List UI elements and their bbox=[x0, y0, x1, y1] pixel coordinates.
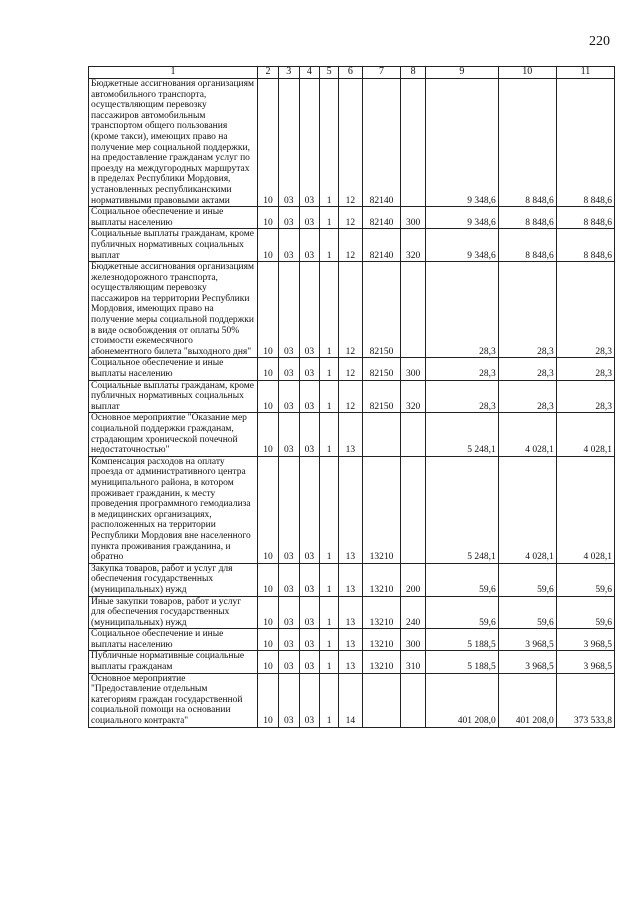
row-value-cell-col-9: 5 248,1 bbox=[426, 413, 499, 456]
row-value-cell-col-3: 03 bbox=[278, 563, 299, 596]
row-value-cell-col-8 bbox=[401, 413, 426, 456]
row-value-cell-col-5: 1 bbox=[320, 380, 339, 413]
row-value-cell-col-8: 240 bbox=[401, 596, 426, 629]
row-value-cell-col-4: 03 bbox=[299, 207, 320, 229]
row-value-cell-col-2: 10 bbox=[258, 229, 279, 262]
row-value-cell-col-9: 5 188,5 bbox=[426, 629, 499, 651]
row-value-cell-col-2: 10 bbox=[258, 563, 279, 596]
row-name-cell: Компенсация расходов на оплату проезда от административного центра муниципального района, в котором проживает гражданин, к месту проведения программного гемодиализа в медицинских организациях, расположенных на территории Республики Мордовия вне населенного пункта проживания гражданина, и обратно bbox=[89, 456, 258, 563]
table-row bbox=[89, 456, 615, 563]
row-value-cell-col-10: 3 968,5 bbox=[498, 651, 556, 673]
row-value-cell-col-7: 82150 bbox=[362, 380, 400, 413]
column-header-11: 11 bbox=[556, 67, 614, 79]
row-value-cell-col-2: 10 bbox=[258, 413, 279, 456]
row-value-cell-col-10: 28,3 bbox=[498, 380, 556, 413]
row-value-cell-col-11: 8 848,6 bbox=[556, 207, 614, 229]
table-row bbox=[89, 651, 615, 673]
row-value-cell-col-3: 03 bbox=[278, 651, 299, 673]
table-row bbox=[89, 413, 615, 456]
row-value-cell-col-10: 401 208,0 bbox=[498, 673, 556, 727]
row-value-cell-col-11: 8 848,6 bbox=[556, 79, 614, 207]
row-value-cell-col-6: 12 bbox=[338, 207, 362, 229]
row-value-cell-col-9: 5 248,1 bbox=[426, 456, 499, 563]
page-number: 220 bbox=[589, 34, 610, 49]
row-value-cell-col-7: 82150 bbox=[362, 262, 400, 358]
row-value-cell-col-5: 1 bbox=[320, 651, 339, 673]
row-value-cell-col-5: 1 bbox=[320, 413, 339, 456]
row-name-cell: Социальные выплаты гражданам, кроме публичных нормативных социальных выплат bbox=[89, 380, 258, 413]
row-value-cell-col-9: 9 348,6 bbox=[426, 229, 499, 262]
row-value-cell-col-5: 1 bbox=[320, 207, 339, 229]
row-value-cell-col-6: 12 bbox=[338, 229, 362, 262]
row-value-cell-col-7 bbox=[362, 673, 400, 727]
row-value-cell-col-2: 10 bbox=[258, 651, 279, 673]
row-value-cell-col-2: 10 bbox=[258, 262, 279, 358]
table-body bbox=[89, 79, 615, 728]
row-value-cell-col-8 bbox=[401, 673, 426, 727]
row-value-cell-col-7: 82140 bbox=[362, 207, 400, 229]
row-value-cell-col-4: 03 bbox=[299, 651, 320, 673]
row-value-cell-col-2: 10 bbox=[258, 629, 279, 651]
table-row bbox=[89, 207, 615, 229]
row-value-cell-col-6: 13 bbox=[338, 413, 362, 456]
row-value-cell-col-9: 9 348,6 bbox=[426, 207, 499, 229]
column-header-10: 10 bbox=[498, 67, 556, 79]
row-value-cell-col-7: 13210 bbox=[362, 629, 400, 651]
row-value-cell-col-6: 13 bbox=[338, 596, 362, 629]
row-value-cell-col-2: 10 bbox=[258, 380, 279, 413]
row-value-cell-col-8: 300 bbox=[401, 629, 426, 651]
header-row bbox=[89, 67, 615, 79]
row-value-cell-col-8: 320 bbox=[401, 380, 426, 413]
row-value-cell-col-9: 5 188,5 bbox=[426, 651, 499, 673]
row-value-cell-col-2: 10 bbox=[258, 673, 279, 727]
row-value-cell-col-5: 1 bbox=[320, 563, 339, 596]
row-value-cell-col-4: 03 bbox=[299, 563, 320, 596]
row-value-cell-col-8: 310 bbox=[401, 651, 426, 673]
row-value-cell-col-2: 10 bbox=[258, 207, 279, 229]
row-value-cell-col-6: 14 bbox=[338, 673, 362, 727]
row-name-cell: Основное мероприятие "Оказание мер социальной поддержки гражданам, страдающим хронической почечной недостаточностью" bbox=[89, 413, 258, 456]
row-value-cell-col-7: 13210 bbox=[362, 563, 400, 596]
row-value-cell-col-4: 03 bbox=[299, 380, 320, 413]
row-value-cell-col-9: 28,3 bbox=[426, 380, 499, 413]
row-value-cell-col-3: 03 bbox=[278, 358, 299, 380]
table-row bbox=[89, 629, 615, 651]
row-value-cell-col-9: 59,6 bbox=[426, 596, 499, 629]
row-value-cell-col-11: 4 028,1 bbox=[556, 413, 614, 456]
row-value-cell-col-4: 03 bbox=[299, 629, 320, 651]
row-name-cell: Бюджетные ассигнования организациям автомобильного транспорта, осуществляющим перевозку пассажиров автомобильным транспортом общего пользования (кроме такси), имеющих право на получение мер социальной поддержки, на предоставление гражданам услуг по проезду на междугородных маршрутах в пределах Республики Мордовия, установленных республиканскими нормативными правовыми актами bbox=[89, 79, 258, 207]
row-value-cell-col-10: 3 968,5 bbox=[498, 629, 556, 651]
row-name-cell: Социальное обеспечение и иные выплаты населению bbox=[89, 207, 258, 229]
row-value-cell-col-11: 3 968,5 bbox=[556, 629, 614, 651]
row-value-cell-col-10: 4 028,1 bbox=[498, 456, 556, 563]
row-value-cell-col-4: 03 bbox=[299, 229, 320, 262]
row-value-cell-col-10: 8 848,6 bbox=[498, 229, 556, 262]
row-value-cell-col-6: 12 bbox=[338, 380, 362, 413]
row-value-cell-col-11: 373 533,8 bbox=[556, 673, 614, 727]
column-header-2: 2 bbox=[258, 67, 279, 79]
row-value-cell-col-6: 13 bbox=[338, 629, 362, 651]
row-value-cell-col-8: 320 bbox=[401, 229, 426, 262]
row-value-cell-col-7: 13210 bbox=[362, 596, 400, 629]
row-value-cell-col-3: 03 bbox=[278, 413, 299, 456]
row-value-cell-col-9: 9 348,6 bbox=[426, 79, 499, 207]
row-name-cell: Иные закупки товаров, работ и услуг для обеспечения государственных (муниципальных) нужд bbox=[89, 596, 258, 629]
row-name-cell: Социальное обеспечение и иные выплаты населению bbox=[89, 358, 258, 380]
row-value-cell-col-8: 300 bbox=[401, 358, 426, 380]
row-value-cell-col-11: 28,3 bbox=[556, 262, 614, 358]
row-value-cell-col-5: 1 bbox=[320, 456, 339, 563]
column-header-8: 8 bbox=[401, 67, 426, 79]
row-value-cell-col-11: 3 968,5 bbox=[556, 651, 614, 673]
row-value-cell-col-6: 13 bbox=[338, 456, 362, 563]
column-header-3: 3 bbox=[278, 67, 299, 79]
row-value-cell-col-4: 03 bbox=[299, 262, 320, 358]
table-row bbox=[89, 358, 615, 380]
budget-table bbox=[88, 66, 615, 728]
row-value-cell-col-3: 03 bbox=[278, 262, 299, 358]
row-value-cell-col-9: 401 208,0 bbox=[426, 673, 499, 727]
row-value-cell-col-6: 12 bbox=[338, 262, 362, 358]
row-value-cell-col-11: 4 028,1 bbox=[556, 456, 614, 563]
row-value-cell-col-10: 59,6 bbox=[498, 563, 556, 596]
row-value-cell-col-3: 03 bbox=[278, 673, 299, 727]
row-name-cell: Закупка товаров, работ и услуг для обеспечения государственных (муниципальных) нужд bbox=[89, 563, 258, 596]
row-value-cell-col-10: 8 848,6 bbox=[498, 207, 556, 229]
column-header-5: 5 bbox=[320, 67, 339, 79]
row-value-cell-col-2: 10 bbox=[258, 79, 279, 207]
row-value-cell-col-6: 13 bbox=[338, 651, 362, 673]
row-value-cell-col-7: 13210 bbox=[362, 651, 400, 673]
row-value-cell-col-2: 10 bbox=[258, 456, 279, 563]
row-value-cell-col-6: 13 bbox=[338, 563, 362, 596]
table-row bbox=[89, 229, 615, 262]
row-value-cell-col-5: 1 bbox=[320, 358, 339, 380]
row-value-cell-col-8 bbox=[401, 262, 426, 358]
column-header-6: 6 bbox=[338, 67, 362, 79]
row-value-cell-col-10: 8 848,6 bbox=[498, 79, 556, 207]
row-name-cell: Основное мероприятие "Предоставление отдельным категориям граждан государственной социальной помощи на основании социального контракта" bbox=[89, 673, 258, 727]
table-row bbox=[89, 262, 615, 358]
row-value-cell-col-8 bbox=[401, 456, 426, 563]
row-value-cell-col-11: 28,3 bbox=[556, 358, 614, 380]
row-value-cell-col-3: 03 bbox=[278, 207, 299, 229]
table-row bbox=[89, 79, 615, 207]
row-value-cell-col-4: 03 bbox=[299, 456, 320, 563]
column-header-9: 9 bbox=[426, 67, 499, 79]
row-value-cell-col-5: 1 bbox=[320, 596, 339, 629]
row-value-cell-col-4: 03 bbox=[299, 673, 320, 727]
row-value-cell-col-10: 28,3 bbox=[498, 358, 556, 380]
table-row bbox=[89, 596, 615, 629]
row-value-cell-col-11: 59,6 bbox=[556, 563, 614, 596]
column-header-1: 1 bbox=[89, 67, 258, 79]
row-value-cell-col-3: 03 bbox=[278, 629, 299, 651]
row-value-cell-col-6: 12 bbox=[338, 358, 362, 380]
table-row bbox=[89, 380, 615, 413]
row-value-cell-col-3: 03 bbox=[278, 596, 299, 629]
row-value-cell-col-10: 4 028,1 bbox=[498, 413, 556, 456]
row-value-cell-col-10: 28,3 bbox=[498, 262, 556, 358]
row-value-cell-col-5: 1 bbox=[320, 629, 339, 651]
row-value-cell-col-9: 59,6 bbox=[426, 563, 499, 596]
row-value-cell-col-5: 1 bbox=[320, 262, 339, 358]
row-value-cell-col-5: 1 bbox=[320, 229, 339, 262]
column-header-4: 4 bbox=[299, 67, 320, 79]
row-name-cell: Бюджетные ассигнования организациям железнодорожного транспорта, осуществляющим перевозку пассажиров на территории Республики Мордовия, имеющих право на получение меры социальной поддержки в виде освобождения от оплаты 50% стоимости ежемесячного абонементного билета "выходного дня" bbox=[89, 262, 258, 358]
table-row bbox=[89, 563, 615, 596]
row-value-cell-col-9: 28,3 bbox=[426, 358, 499, 380]
row-name-cell: Социальное обеспечение и иные выплаты населению bbox=[89, 629, 258, 651]
row-value-cell-col-3: 03 bbox=[278, 456, 299, 563]
row-value-cell-col-4: 03 bbox=[299, 413, 320, 456]
row-value-cell-col-7: 82150 bbox=[362, 358, 400, 380]
row-value-cell-col-4: 03 bbox=[299, 358, 320, 380]
row-name-cell: Социальные выплаты гражданам, кроме публичных нормативных социальных выплат bbox=[89, 229, 258, 262]
row-value-cell-col-3: 03 bbox=[278, 380, 299, 413]
row-value-cell-col-5: 1 bbox=[320, 673, 339, 727]
row-value-cell-col-2: 10 bbox=[258, 596, 279, 629]
row-value-cell-col-4: 03 bbox=[299, 79, 320, 207]
row-value-cell-col-7: 82140 bbox=[362, 79, 400, 207]
row-value-cell-col-7: 13210 bbox=[362, 456, 400, 563]
row-value-cell-col-7: 82140 bbox=[362, 229, 400, 262]
row-value-cell-col-8 bbox=[401, 79, 426, 207]
row-value-cell-col-4: 03 bbox=[299, 596, 320, 629]
row-value-cell-col-2: 10 bbox=[258, 358, 279, 380]
row-value-cell-col-5: 1 bbox=[320, 79, 339, 207]
row-value-cell-col-3: 03 bbox=[278, 229, 299, 262]
row-value-cell-col-6: 12 bbox=[338, 79, 362, 207]
row-value-cell-col-8: 200 bbox=[401, 563, 426, 596]
table-row bbox=[89, 673, 615, 727]
row-value-cell-col-10: 59,6 bbox=[498, 596, 556, 629]
row-value-cell-col-11: 8 848,6 bbox=[556, 229, 614, 262]
row-value-cell-col-3: 03 bbox=[278, 79, 299, 207]
row-value-cell-col-9: 28,3 bbox=[426, 262, 499, 358]
row-value-cell-col-8: 300 bbox=[401, 207, 426, 229]
row-value-cell-col-7 bbox=[362, 413, 400, 456]
column-header-7: 7 bbox=[362, 67, 400, 79]
row-value-cell-col-11: 28,3 bbox=[556, 380, 614, 413]
row-value-cell-col-11: 59,6 bbox=[556, 596, 614, 629]
row-name-cell: Публичные нормативные социальные выплаты гражданам bbox=[89, 651, 258, 673]
